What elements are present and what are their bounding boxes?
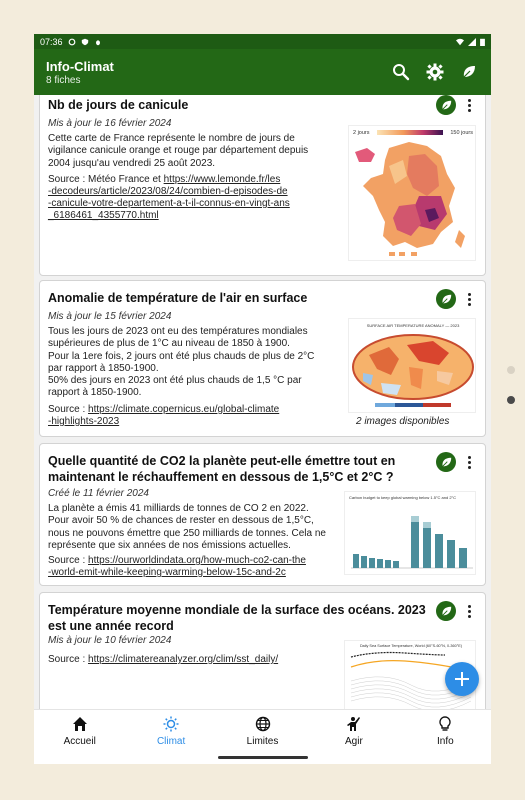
more-options-icon[interactable]: [464, 97, 474, 113]
leaf-icon[interactable]: [459, 62, 479, 82]
card-title: Quelle quantité de CO2 la planète peut-elle émettre tout en maintenant le réchauffement en dessous de 1,5°C et 2°C ?: [48, 454, 396, 484]
app-bar: [34, 49, 491, 95]
card-source: Source : Météo France et https://www.lemonde.fr/les -decodeurs/article/2023/08/24/combien-d-episodes-de -canicule-votre-departement-a-t-il-connus-en-vingt-ans _6186461_4355770.html: [48, 174, 290, 221]
battery-icon: [480, 38, 485, 46]
person-raised-hand-icon: [345, 715, 363, 733]
source-link[interactable]: https://climatereanalyzer.org/clim/sst_daily/: [88, 654, 279, 665]
eco-badge-button[interactable]: [436, 452, 456, 472]
fiche-card[interactable]: [39, 592, 486, 709]
svg-text:Carbon budget to keep global w: Carbon budget to keep global warming below 1.5°C and 2°C: [349, 495, 457, 500]
card-description: Tous les jours de 2023 ont eu des températures mondiales supérieures de plus de 1°C au niveau de 1850 à 1900. Pour la 1ere fois, 2 jours ont été plus chauds de plus de 2°C par rapport à 1850-1900. 50% des jours en 2023 ont été plus chauds de 1,5 °C par rapport à 1850-1900.: [48, 326, 315, 399]
card-date: Mis à jour le 16 février 2024: [48, 118, 172, 129]
card-thumbnail-chart[interactable]: [344, 491, 476, 575]
nav-label: Limites: [246, 736, 279, 747]
status-bar: [34, 34, 491, 49]
card-source: Source : https://climatereanalyzer.org/clim/sst_daily/: [48, 654, 279, 665]
nav-item-climat[interactable]: [125, 710, 216, 764]
search-icon[interactable]: [391, 62, 411, 82]
nav-item-info[interactable]: [400, 710, 491, 764]
nav-item-accueil[interactable]: [34, 710, 125, 764]
home-icon: [71, 715, 89, 733]
source-link[interactable]: -world-emit-while-keeping-warming-below-15c-and-2c: [48, 567, 286, 578]
svg-text:2 jours: 2 jours: [353, 130, 370, 136]
bottom-navigation: [34, 709, 491, 764]
sun-icon: [162, 715, 180, 733]
more-options-icon[interactable]: [464, 603, 474, 619]
gear-icon[interactable]: [425, 62, 445, 82]
volume-button: [507, 366, 515, 374]
card-description: La planète a émis 41 milliards de tonnes de CO 2 en 2022. Pour avoir 50 % de chances de rester en dessous de 1,5°C, nous ne pouvons émettre que 250 milliards de tonnes. Cela ne représente que six années de nos émissions actuelles.: [48, 503, 326, 551]
card-description: Cette carte de France représente le nombre de jours de vigilance canicule orange et rouge par département depuis 2004 jusqu'au vendredi 25 août 2023.: [48, 133, 309, 169]
fiche-card[interactable]: [39, 280, 486, 437]
source-link[interactable]: -highlights-2023: [48, 416, 120, 427]
bug-notification-icon: [94, 38, 102, 46]
leaf-icon: [441, 606, 452, 617]
source-link[interactable]: _6186461_4355770.html: [48, 210, 159, 221]
svg-text:Daily Sea Surface Temperature,: Daily Sea Surface Temperature, World (60°S-60°N, 0-360°E): [359, 644, 463, 648]
add-button[interactable]: [445, 662, 479, 696]
source-link[interactable]: https://climate.copernicus.eu/global-climate: [88, 404, 280, 415]
fiche-count: 8 fiches: [46, 74, 81, 86]
card-title: Température moyenne mondiale de la surface des océans. 2023 est une année record: [48, 603, 426, 633]
image-count: 2 images disponibles: [356, 416, 450, 427]
power-button: [507, 396, 515, 404]
nav-label: Agir: [345, 736, 363, 747]
card-thumbnail-world-map[interactable]: [348, 318, 476, 413]
status-time: 07:36: [40, 36, 63, 47]
signal-icon: [468, 38, 476, 46]
more-options-icon[interactable]: [464, 454, 474, 470]
fiche-card[interactable]: [39, 95, 486, 276]
leaf-icon: [441, 100, 452, 111]
source-link[interactable]: https://ourworldindata.org/how-much-co2-can-the: [88, 555, 306, 566]
nav-item-agir[interactable]: [308, 710, 399, 764]
globe-icon: [254, 715, 272, 733]
source-link[interactable]: -canicule-votre-departement-a-t-il-connus-en-vingt-ans: [48, 198, 290, 209]
eco-badge-button[interactable]: [436, 95, 456, 115]
app-title: Info-Climat: [46, 58, 114, 74]
more-options-icon[interactable]: [464, 291, 474, 307]
plus-icon: [454, 671, 470, 687]
nav-label: Accueil: [63, 736, 96, 747]
fiche-card[interactable]: [39, 443, 486, 586]
eco-badge-button[interactable]: [436, 601, 456, 621]
leaf-icon: [441, 294, 452, 305]
svg-text:150 jours: 150 jours: [450, 130, 473, 136]
card-date: Mis à jour le 10 février 2024: [48, 635, 172, 646]
app-screen: [34, 34, 491, 764]
eco-badge-button[interactable]: [436, 289, 456, 309]
lightbulb-icon: [436, 715, 454, 733]
card-date: Créé le 11 février 2024: [48, 488, 149, 499]
card-title: Anomalie de température de l'air en surface: [48, 291, 308, 305]
nav-label: Info: [436, 736, 454, 747]
settings-notification-icon: [68, 38, 76, 46]
card-title: Nb de jours de canicule: [48, 98, 189, 112]
shield-notification-icon: [81, 38, 89, 46]
leaf-icon: [441, 457, 452, 468]
fiche-list: [34, 95, 491, 709]
card-date: Mis à jour le 15 février 2024: [48, 311, 172, 322]
card-source: Source : https://climate.copernicus.eu/global-climate -highlights-2023: [48, 404, 280, 427]
gesture-bar[interactable]: [218, 756, 308, 759]
wifi-icon: [456, 38, 464, 46]
source-link[interactable]: -decodeurs/article/2023/08/24/combien-d-episodes-de: [48, 186, 288, 197]
svg-text:SURFACE AIR TEMPERATURE ANOMAL: SURFACE AIR TEMPERATURE ANOMALY — 2023: [366, 323, 460, 328]
source-link[interactable]: https://www.lemonde.fr/les: [163, 174, 281, 185]
card-source: Source : https://ourworldindata.org/how-much-co2-can-the -world-emit-while-keeping-warming-below-15c-and-2c: [48, 555, 306, 578]
nav-label: Climat: [156, 736, 186, 747]
card-thumbnail-map[interactable]: [348, 125, 476, 261]
